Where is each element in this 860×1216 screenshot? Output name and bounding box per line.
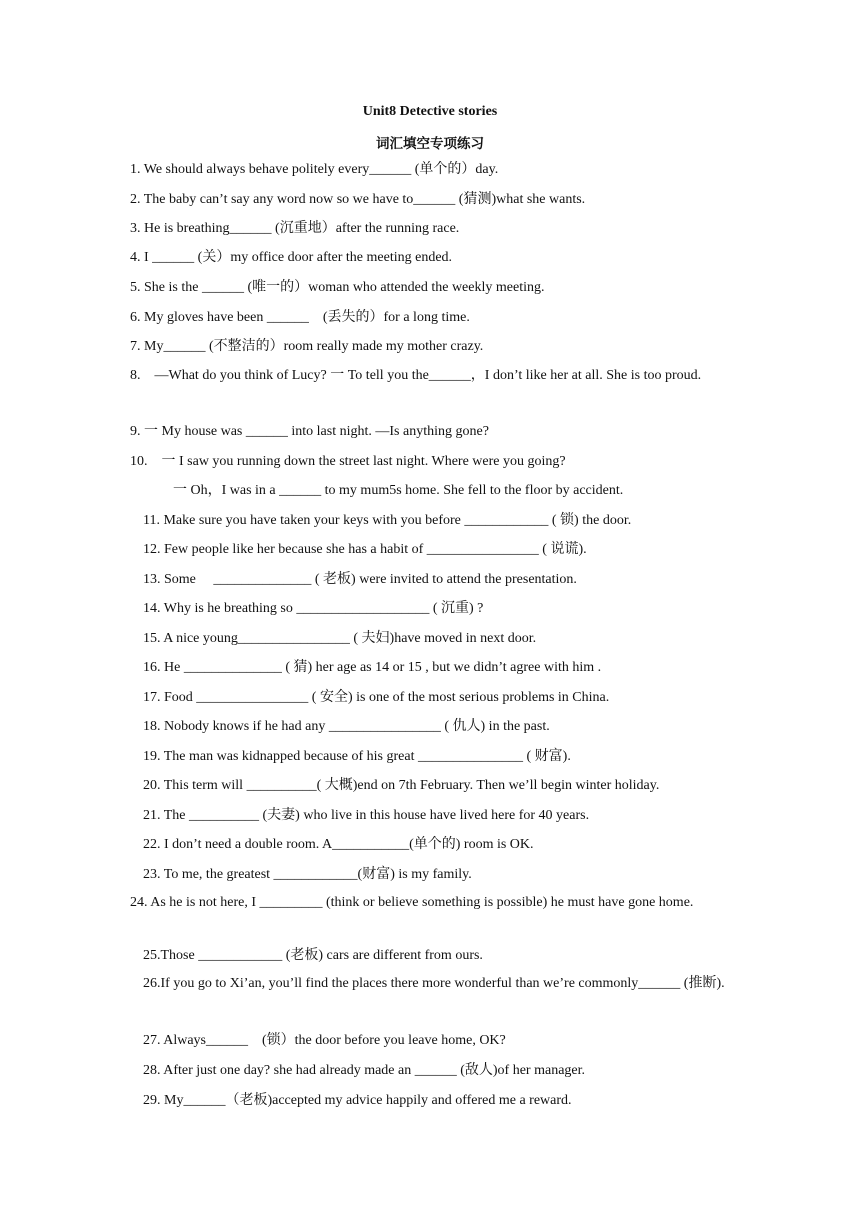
exercise-item: 22. I don’t need a double room. A___________(单个的) room is OK. — [143, 837, 534, 852]
exercise-item: 27. Always______ (锁）the door before you leave home, OK? — [143, 1033, 506, 1048]
exercise-item: 18. Nobody knows if he had any ________________ ( 仇人) in the past. — [143, 719, 550, 734]
exercise-item: 5. She is the ______ (唯一的）woman who attended the weekly meeting. — [130, 280, 545, 295]
exercise-item: 26.If you go to Xi’an, you’ll find the places there more wonderful than we’re commonly______ (推断). — [143, 976, 725, 991]
exercise-item: 7. My______ (不整洁的）room really made my mother crazy. — [130, 339, 484, 354]
document-subtitle: 词汇填空专项练习 — [376, 136, 484, 152]
exercise-item: 11. Make sure you have taken your keys with you before ____________ ( 锁) the door. — [143, 513, 632, 528]
exercise-item: 6. My gloves have been ______ (丢失的）for a long time. — [130, 310, 470, 325]
exercise-item: 15. A nice young________________ ( 夫妇)have moved in next door. — [143, 631, 537, 646]
exercise-item: 29. My______（老板)accepted my advice happily and offered me a reward. — [143, 1093, 572, 1108]
exercise-item: 4. I ______ (关）my office door after the meeting ended. — [130, 250, 453, 265]
exercise-item-response: 一 Oh，I was in a ______ to my mum5s home. She fell to the floor by accident. — [173, 483, 624, 498]
exercise-item: 28. After just one day? she had already made an ______ (敌人)of her manager. — [143, 1063, 586, 1078]
exercise-item: 12. Few people like her because she has a habit of ________________ ( 说谎). — [143, 542, 587, 557]
exercise-item: 19. The man was kidnapped because of his great _______________ ( 财富). — [143, 749, 571, 764]
exercise-item: 17. Food ________________ ( 安全) is one of the most serious problems in China. — [143, 690, 610, 705]
exercise-item: 10. 一 I saw you running down the street last night. Where were you going? — [130, 454, 566, 469]
exercise-item: 23. To me, the greatest ____________(财富) is my family. — [143, 867, 472, 882]
document-title: Unit8 Detective stories — [362, 104, 498, 119]
exercise-item: 13. Some ______________ ( 老板) were invited to attend the presentation. — [143, 572, 577, 587]
exercise-item: 24. As he is not here, I _________ (think or believe something is possible) he must have gone home. — [130, 895, 694, 910]
exercise-item: 2. The baby can’t say any word now so we have to______ (猜测)what she wants. — [130, 192, 586, 207]
exercise-item: 8. —What do you think of Lucy? 一 To tell you the______，I don’t like her at all. She is too proud. — [130, 368, 702, 383]
exercise-item: 16. He ______________ ( 猜) her age as 14 or 15 , but we didn’t agree with him . — [143, 660, 602, 675]
exercise-item: 25.Those ____________ (老板) cars are different from ours. — [143, 948, 483, 963]
exercise-item: 3. He is breathing______ (沉重地）after the running race. — [130, 221, 460, 236]
exercise-item: 1. We should always behave politely every______ (单个的）day. — [130, 162, 499, 177]
exercise-item: 14. Why is he breathing so ___________________ ( 沉重) ? — [143, 601, 484, 616]
exercise-item: 21. The __________ (夫妻) who live in this house have lived here for 40 years. — [143, 808, 590, 823]
exercise-item: 20. This term will __________( 大概)end on 7th February. Then we’ll begin winter holiday. — [143, 778, 660, 793]
exercise-item: 9. 一 My house was ______ into last night. —Is anything gone? — [130, 424, 489, 439]
